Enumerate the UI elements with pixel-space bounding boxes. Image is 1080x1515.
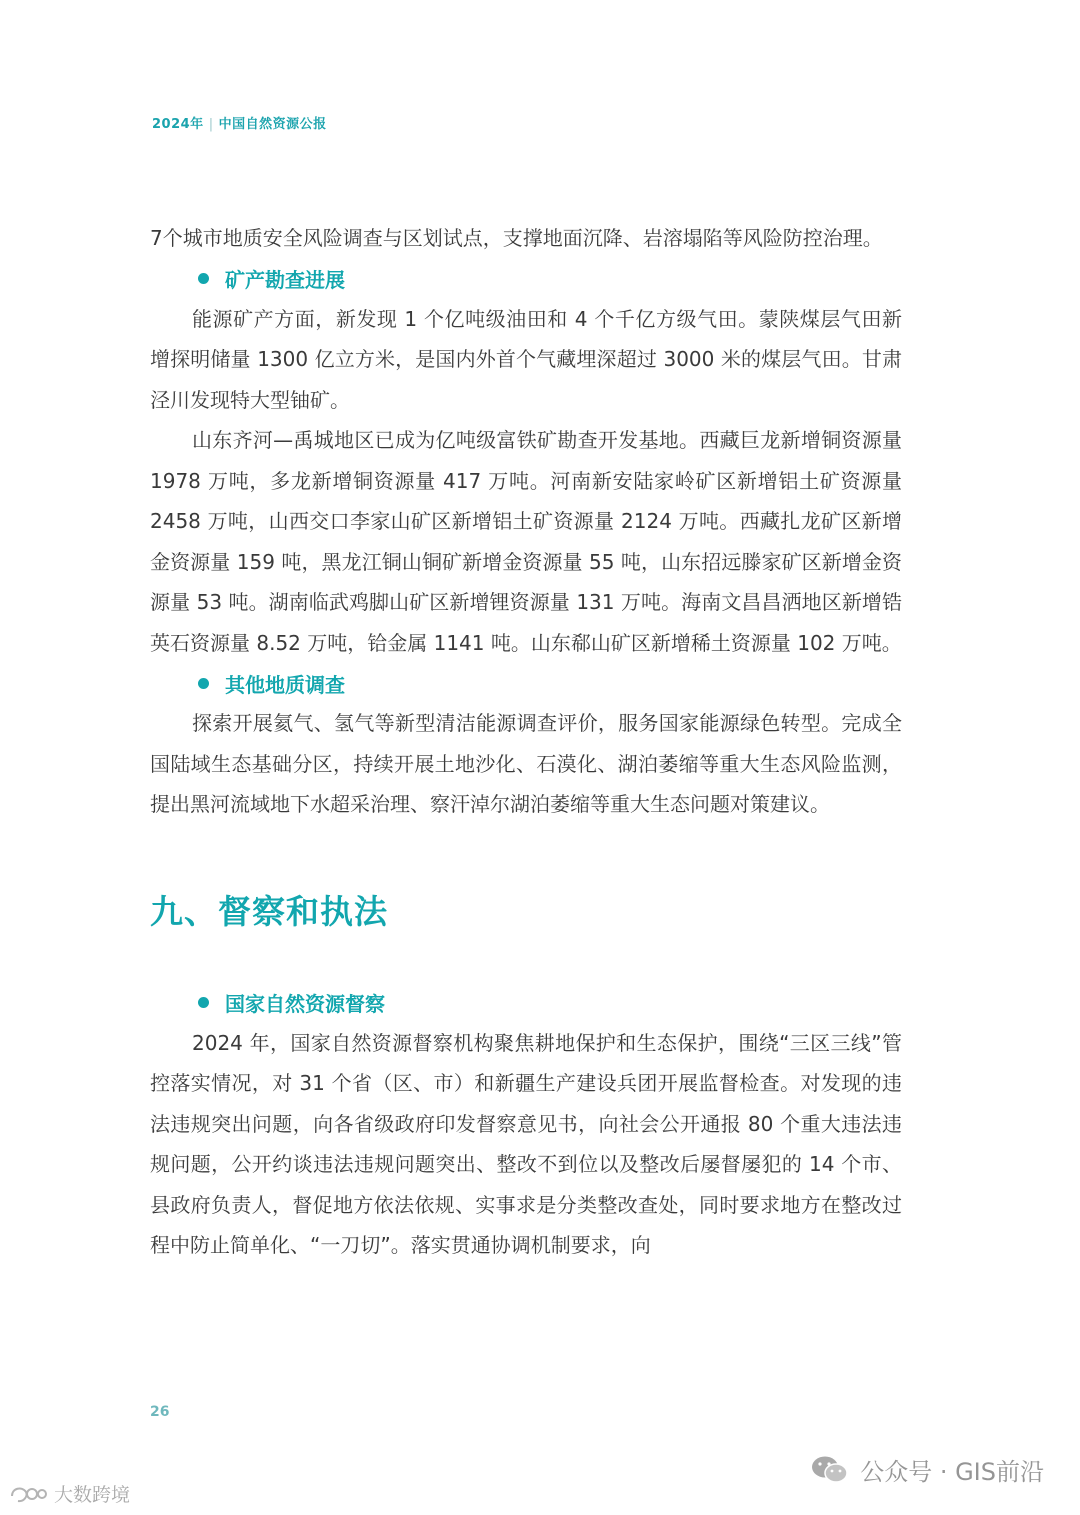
watermark-left-text: 大数跨境: [54, 1484, 131, 1506]
header-year: 2024年: [152, 117, 204, 132]
subheading-label: 矿产勘查进展: [225, 268, 345, 292]
watermark-left: [8, 1480, 130, 1507]
subheading-other-survey: [150, 663, 902, 703]
header-separator: |: [208, 117, 214, 132]
watermark-right: [810, 1452, 1044, 1487]
subheading-mineral-exploration: [150, 259, 902, 299]
header-title: 中国自然资源公报: [218, 117, 327, 132]
bullet-dot-icon: [198, 678, 209, 689]
section-title: 九、督察和执法: [150, 891, 388, 931]
paragraph-supervision: 2024 年，国家自然资源督察机构聚焦耕地保护和生态保护，围绕“三区三线”管控落实情况，对 31 个省（区、市）和新疆生产建设兵团开展监督检查。对发现的违法违规突出问题，向各省级政府印发督察意见书，向社会公开通报 80 个重大违法违规问题，公开约谈违法违规问题突出、整改不到位以及整改后屡督屡犯的 14 个市、县政府负责人，督促地方依法依规、实事求是分类整改查处，同时要求地方在整改过程中防止简单化、“一刀切”。落实贯通协调机制要求，向: [150, 1030, 902, 1257]
page-number: 26: [150, 1404, 170, 1420]
paragraph-metal-minerals: 山东齐河—禹城地区已成为亿吨级富铁矿勘查开发基地。西藏巨龙新增铜资源量 1978 万吨，多龙新增铜资源量 417 万吨。河南新安陆家岭矿区新增铝土矿资源量 2458 万吨，山西交口李家山矿区新增铝土矿资源量 2124 万吨。西藏扎龙矿区新增金资源量 159 吨，黑龙江铜山铜矿新增金资源量 55 吨，山东招远滕家矿区新增金资源量 53 吨。湖南临武鸡脚山矿区新增锂资源量 131 万吨。海南文昌昌洒地区新增锆英石资源量 8.52 万吨，铪金属 1141 吨。山东郗山矿区新增稀土资源量 102 万吨。: [150, 428, 902, 655]
subheading-national-supervision: [150, 983, 902, 1023]
page-header: [152, 113, 327, 132]
paragraph-other-survey: 探索开展氦气、氢气等新型清洁能源调查评价，服务国家能源绿色转型。完成全国陆域生态基础分区，持续开展土地沙化、石漠化、湖泊萎缩等重大生态风险监测，提出黑河流域地下水超采治理、察汗淖尔湖泊萎缩等重大生态问题对策建议。: [150, 711, 902, 816]
wechat-icon: [810, 1454, 850, 1486]
subheading-label: 其他地质调查: [225, 672, 345, 697]
bullet-dot-icon: [198, 997, 209, 1008]
brand-logo-icon: [8, 1482, 48, 1506]
watermark-right-text: 公众号 · GIS前沿: [860, 1458, 1044, 1486]
subheading-label: 国家自然资源督察: [225, 992, 385, 1016]
document-body: [150, 218, 902, 1266]
paragraph-energy-minerals: 能源矿产方面，新发现 1 个亿吨级油田和 4 个千亿方级气田。蒙陕煤层气田新增探明储量 1300 亿立方米，是国内外首个气藏埋深超过 3000 米的煤层气田。甘肃泾川发现特大型铀矿。: [150, 306, 902, 412]
paragraph-geology-pilot: 7个城市地质安全风险调查与区划试点，支撑地面沉降、岩溶塌陷等风险防控治理。: [150, 226, 883, 250]
bullet-dot-icon: [198, 273, 209, 284]
